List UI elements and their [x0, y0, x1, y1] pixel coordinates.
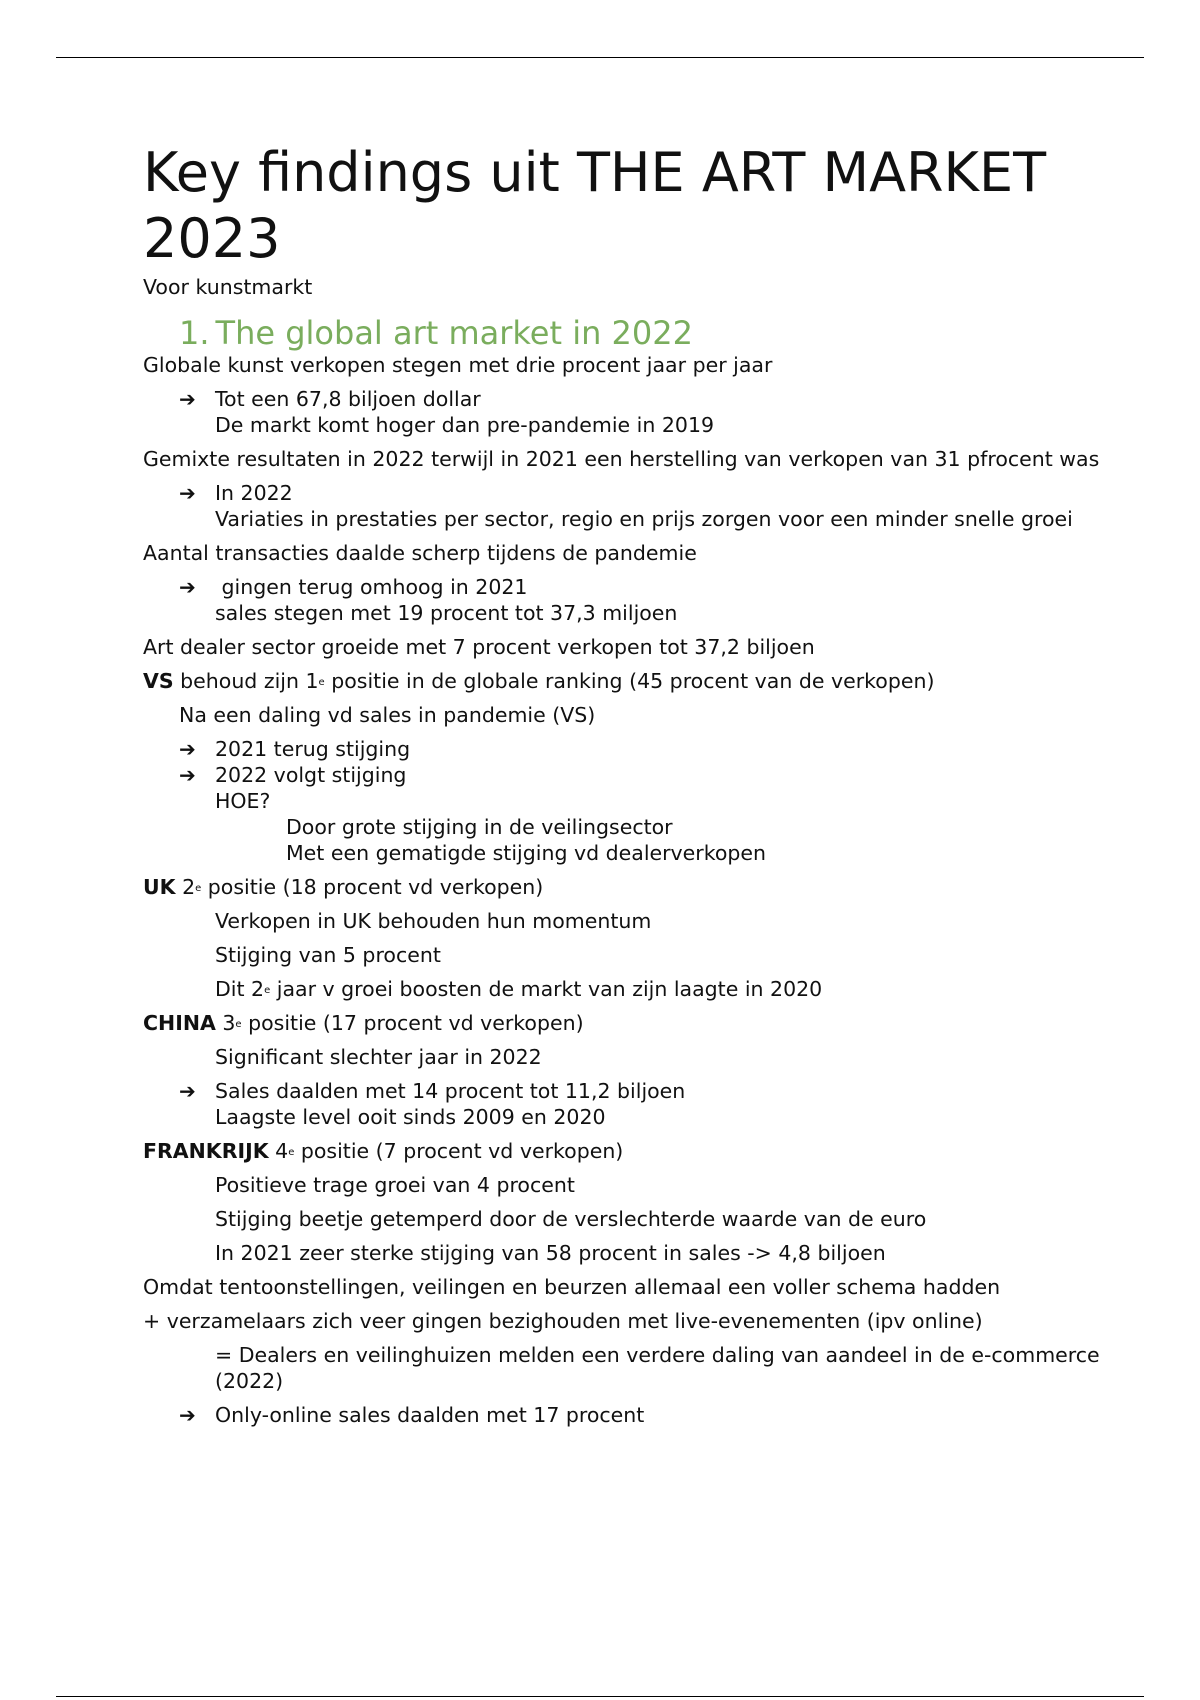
country-label: UK [143, 875, 176, 899]
paragraph: HOE? [215, 789, 271, 813]
arrow-item: ➔ gingen terug omhoog in 2021 [179, 575, 528, 599]
paragraph: + verzamelaars zich veer gingen bezighouden met live-evenementen (ipv online) [143, 1309, 983, 1333]
arrow-item: ➔ In 2022 [179, 481, 293, 505]
paragraph: Omdat tentoonstellingen, veilingen en beurzen allemaal een voller schema hadden [143, 1275, 1001, 1299]
paragraph: Aantal transacties daalde scherp tijdens de pandemie [143, 541, 697, 565]
paragraph: Variaties in prestaties per sector, regio en prijs zorgen voor een minder snelle groei [215, 507, 1073, 531]
document-body [143, 140, 1103, 1428]
arrow-icon: ➔ [179, 481, 196, 505]
page-title: Key findings uit THE ART MARKET 2023 [143, 141, 1047, 270]
arrow-item: ➔ Sales daalden met 14 procent tot 11,2 biljoen [179, 1079, 686, 1103]
arrow-group [143, 1078, 1103, 1130]
arrow-group [143, 386, 1103, 438]
paragraph: Stijging van 5 procent [215, 943, 441, 967]
arrow-group [143, 480, 1103, 532]
paragraph: Verkopen in UK behouden hun momentum [215, 909, 652, 933]
paragraph: Globale kunst verkopen stegen met drie procent jaar per jaar [143, 353, 773, 377]
paragraph: Gemixte resultaten in 2022 terwijl in 2021 een herstelling van verkopen van 31 pfrocent was [143, 447, 1100, 471]
paragraph: Significant slechter jaar in 2022 [215, 1045, 542, 1069]
country-label: CHINA [143, 1011, 216, 1035]
arrow-item: ➔ Tot een 67,8 biljoen dollar [179, 387, 481, 411]
arrow-icon: ➔ [179, 763, 196, 787]
paragraph: Art dealer sector groeide met 7 procent verkopen tot 37,2 biljoen [143, 635, 815, 659]
paragraph: = Dealers en veilinghuizen melden een verdere daling van aandeel in de e-commerce (2022) [215, 1343, 1100, 1393]
top-rule [56, 57, 1144, 58]
arrow-icon: ➔ [179, 1079, 196, 1103]
arrow-icon: ➔ [179, 387, 196, 411]
arrow-icon: ➔ [179, 737, 196, 761]
subtitle: Voor kunstmarkt [143, 275, 313, 299]
arrow-icon: ➔ [179, 575, 196, 599]
paragraph: Door grote stijging in de veilingsector [286, 815, 673, 839]
country-uk: UK 2e positie (18 procent vd verkopen) [143, 875, 544, 899]
paragraph: Met een gematigde stijging vd dealerverkopen [286, 841, 767, 865]
paragraph: De markt komt hoger dan pre-pandemie in 2019 [215, 413, 715, 437]
country-vs: VS behoud zijn 1e positie in de globale ranking (45 procent van de verkopen) [143, 669, 935, 693]
country-label: FRANKRIJK [143, 1139, 269, 1163]
arrow-group [143, 1402, 1103, 1428]
paragraph: In 2021 zeer sterke stijging van 58 procent in sales -> 4,8 biljoen [215, 1241, 886, 1265]
paragraph: Positieve trage groei van 4 procent [215, 1173, 575, 1197]
country-france: FRANKRIJK 4e positie (7 procent vd verkopen) [143, 1139, 624, 1163]
paragraph: sales stegen met 19 procent tot 37,3 miljoen [215, 601, 678, 625]
section-number: 1. [179, 314, 210, 352]
arrow-item: ➔ 2022 volgt stijging [179, 763, 407, 787]
bottom-rule [56, 1696, 1144, 1697]
arrow-group [143, 574, 1103, 626]
arrow-item: ➔ Only-online sales daalden met 17 procent [179, 1403, 645, 1427]
arrow-icon: ➔ [179, 1403, 196, 1427]
paragraph: Dit 2e jaar v groei boosten de markt van zijn laagte in 2020 [215, 977, 823, 1001]
country-label: VS [143, 669, 174, 693]
country-china: CHINA 3e positie (17 procent vd verkopen) [143, 1011, 584, 1035]
section-title: The global art market in 2022 [215, 314, 693, 352]
section-heading [179, 314, 1103, 352]
arrow-group [143, 736, 1103, 866]
paragraph: Laagste level ooit sinds 2009 en 2020 [215, 1105, 606, 1129]
paragraph: Stijging beetje getemperd door de verslechterde waarde van de euro [215, 1207, 927, 1231]
arrow-item: ➔ 2021 terug stijging [179, 737, 411, 761]
paragraph: Na een daling vd sales in pandemie (VS) [179, 703, 596, 727]
